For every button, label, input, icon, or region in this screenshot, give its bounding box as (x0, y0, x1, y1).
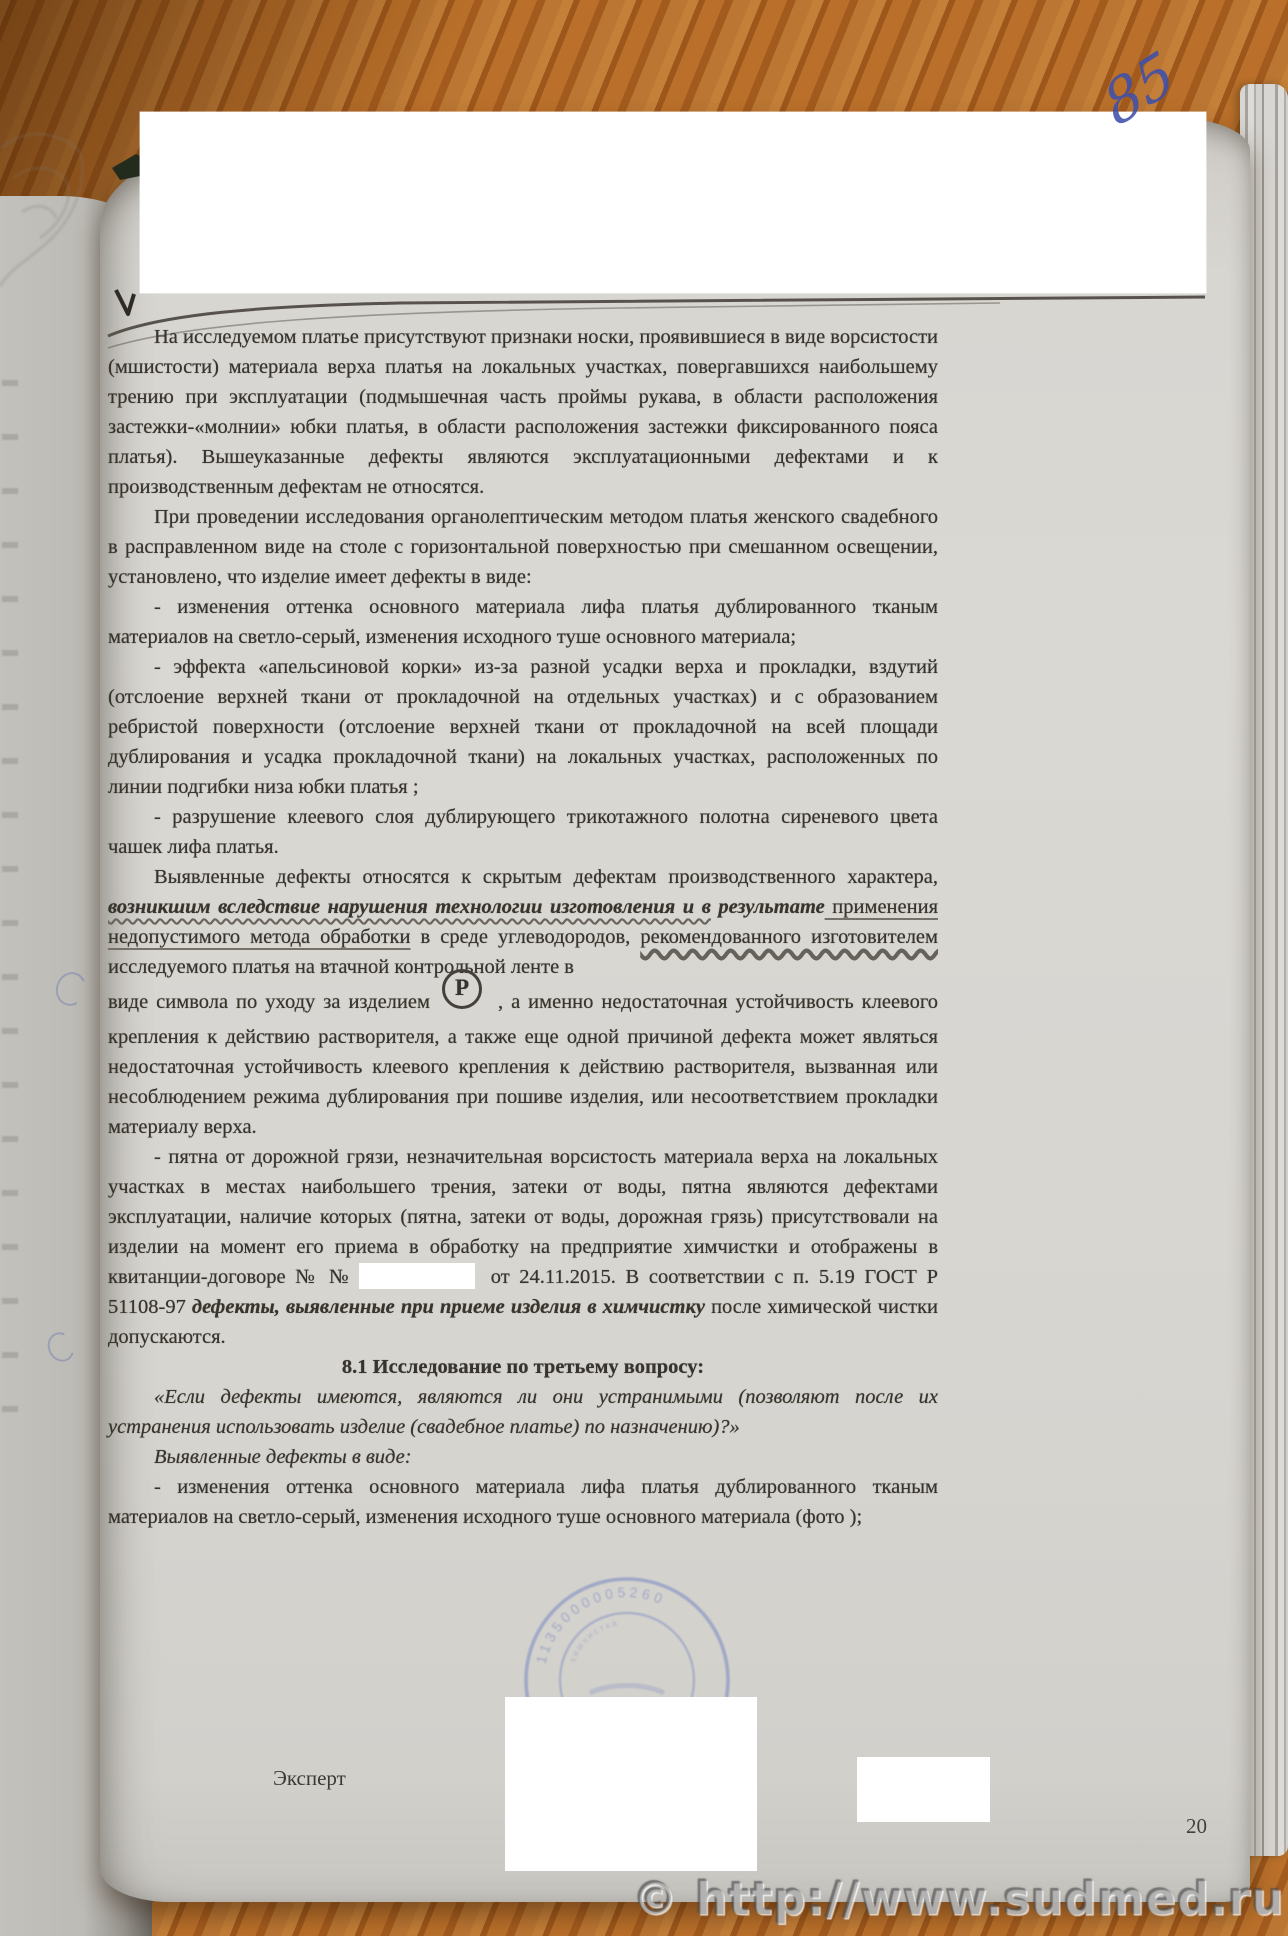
paragraph-defects-found: Выявленные дефекты в виде: (154, 1446, 412, 1468)
watermark-text: © http://www.sudmed.ru (632, 1872, 1284, 1925)
text-segment-underlined: возникшим вследствие нарушения технологии изготовления и в (108, 896, 711, 918)
paragraph-stains (108, 1142, 938, 1352)
redaction-box-receipt-number (359, 1263, 475, 1289)
text-segment: от 24.11.2015. В соответствии с п. 5.19 ГОСТ Р 51108-97 (108, 1266, 939, 1318)
redaction-box-small (857, 1757, 990, 1822)
text-segment: результате (710, 896, 825, 918)
document-text (108, 322, 938, 1532)
section-heading-8-1: 8.1 Исследование по третьему вопросу: (341, 1356, 705, 1378)
text-segment: виде символа по уходу за изделием (108, 991, 430, 1013)
list-item-glue-layer: - разрушение клеевого слоя дублирующего трикотажного полотна сиреневого цвета чашек лифа платья. (108, 806, 938, 858)
list-item-shade-change: - изменения оттенка основного материала лифа платья дублированного тканым материалов на светло-серый, изменения исходного туше основного материала; (108, 596, 938, 648)
paragraph-wear-signs: На исследуемом платье присутствуют признаки носки, проявившиеся в виде ворсистости (мшистости) материала верха платья на локальных участках, повергавшихся наибольшему трению при эксплуатации (подмышечная часть проймы рукава, в области расположения застежки-«молнии» юбки платья, в области расположения застежки фиксированного пояса платья). Вышеуказанные дефекты являются эксплуатационными дефектами и к производственным дефектам не относятся. (108, 326, 938, 498)
text-segment-bold-italic: дефекты, выявленные при приеме изделия в химчистку (191, 1296, 705, 1318)
handwritten-page-number: 85 (1093, 37, 1185, 141)
paragraph-care-symbol (108, 975, 938, 1142)
redaction-box-signature (505, 1697, 757, 1871)
redaction-box-header (140, 112, 1206, 293)
text-segment: - пятна от дорожной грязи, незначительная ворсистость материала верха на локальных участках в местах наибольшего трения, затеки от воды, пятна являются дефектами эксплуатации, наличие которых (пятна, затеки от воды, дорожная грязь) присутствовали на изделии на момент его приема в обработку на предприятие химчистки и отображены в квитанции-договоре № № (108, 1146, 938, 1288)
text-segment-underlined: применения недопустимого метода обработки (108, 896, 938, 948)
text-segment: Выявленные дефекты относятся к скрытым дефектам производственного характера, (154, 866, 938, 888)
left-margin-text-remnants (2, 380, 18, 1460)
list-item-shade-change-photo: - изменения оттенка основного материала лифа платья дублированного тканым материалов на светло-серый, изменения исходного туше основного материала (фото ); (108, 1476, 938, 1528)
text-segment-underlined: рекомендованного изготовителем (640, 926, 938, 948)
svg-text:химчистка: химчистка (567, 1617, 620, 1664)
expert-label: Эксперт (273, 1766, 346, 1790)
text-segment: в среде углеводородов, (410, 926, 641, 948)
paragraph-organoleptic: При проведении исследования органолептическим методом платья женского свадебного в расправленном виде на столе с горизонтальной поверхностью при смешанном освещении, установлено, что изделие имеет дефекты в виде: (108, 506, 938, 588)
text-segment: исследуемого платья на втачной контрольной ленте в (108, 956, 574, 978)
care-symbol-p-icon: P (442, 969, 482, 1009)
text-segment: после химической чистки допускаются. (108, 1296, 939, 1348)
paragraph-hidden-defects (108, 862, 938, 982)
stamp-number-text: 1135000005260 (532, 1583, 669, 1666)
text-segment: , а именно недостаточная устойчивость клеевого крепления к действию растворителя, а также еще одной причиной дефекта может являться недостаточная устойчивость клеевого крепления к действию растворителя, вызванная или несоблюдением режима дублирования при пошиве изделия, или несоответствием прокладки материалу верха. (108, 991, 938, 1138)
question-quote: «Если дефекты имеются, являются ли они устранимыми (позволяют после их устранения использовать изделие (свадебное платье) по назначению)?» (108, 1386, 938, 1438)
faint-emblem-sketch (0, 118, 96, 308)
list-item-orange-peel: - эффекта «апельсиновой корки» из-за разной усадки верха и прокладки, вздутий (отслоение верхней ткани от прокладочной на отдельных участках) и с образованием ребристой поверхности (отслоение верхней ткани от прокладочной на всей площади дублирования и усадка прокладочной ткани) на локальных участках, расположенных по линии подгибки низа юбки платья ; (108, 656, 938, 798)
page-number: 20 (1186, 1814, 1207, 1838)
